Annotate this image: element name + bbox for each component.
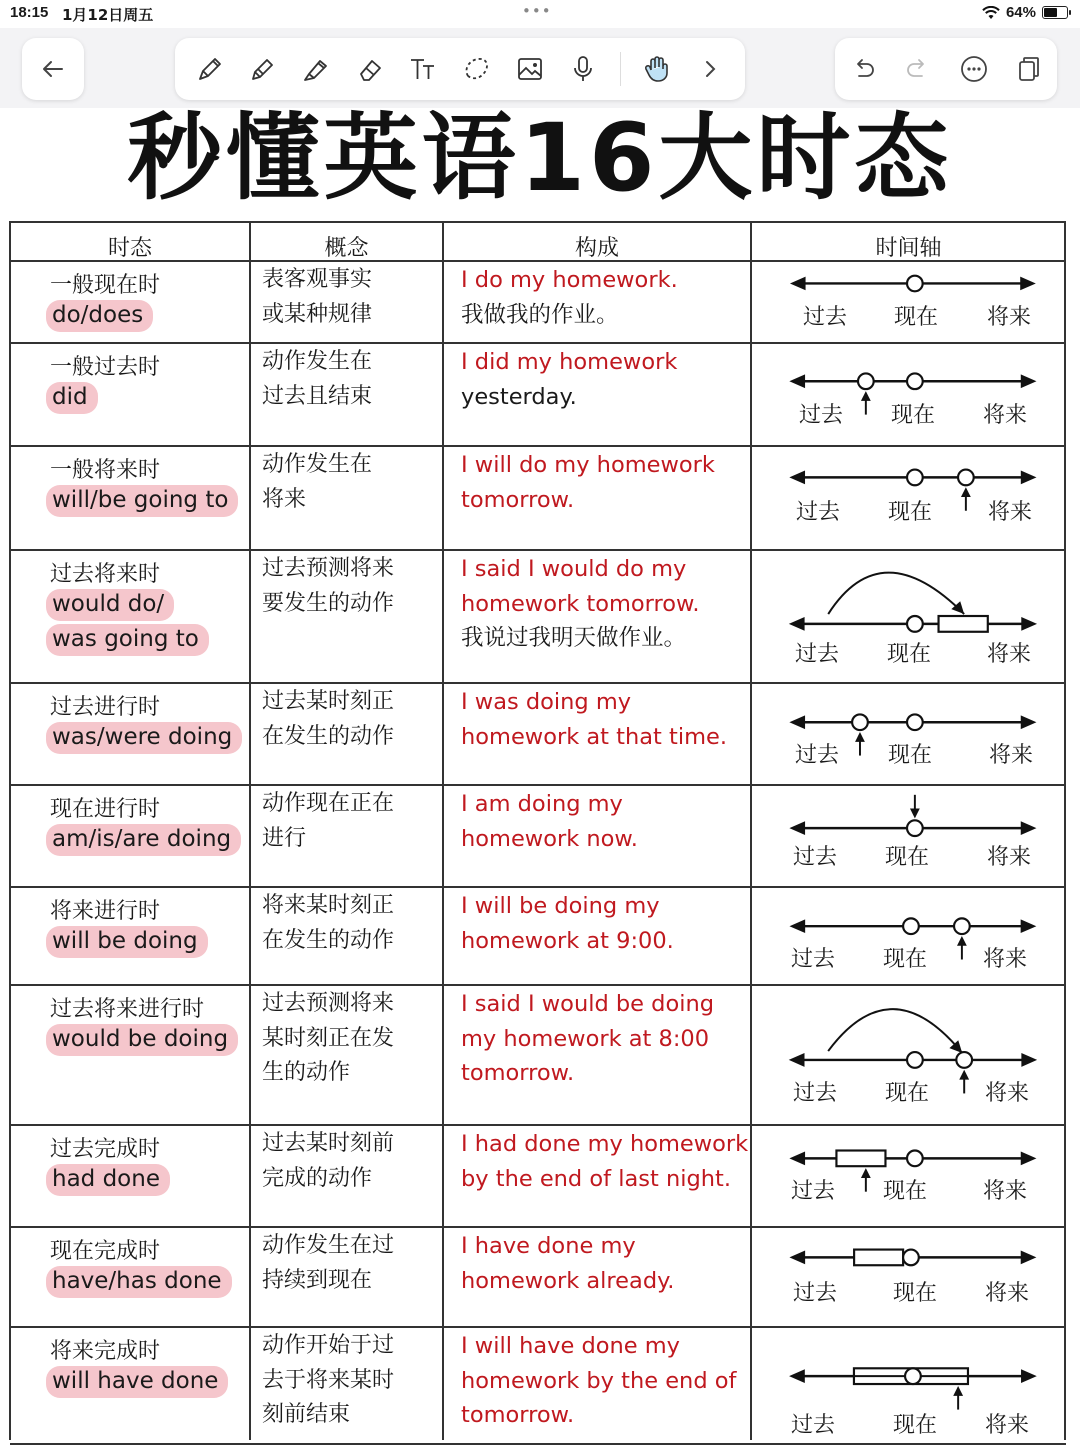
concept-line: 某时刻正在发: [262, 1025, 395, 1051]
timeline-cell: [751, 1228, 1066, 1326]
timeline-point: [954, 918, 970, 934]
timeline-point: [956, 1052, 972, 1068]
timeline-label-now: 现在: [894, 305, 939, 330]
concept-cell: [250, 447, 443, 549]
table-row: [10, 262, 1066, 344]
timeline-label-past: 过去: [793, 1081, 838, 1106]
example-sentence: homework now.: [461, 825, 638, 852]
table-row: [10, 447, 1066, 551]
example-sentence: tomorrow.: [461, 486, 575, 513]
timeline-label-past: 过去: [795, 642, 840, 667]
tense-cell: [10, 888, 250, 984]
tense-cell: [10, 344, 250, 445]
concept-cell: [250, 1328, 443, 1443]
tense-form: had done: [46, 1164, 170, 1196]
timeline-arrow-right-icon: [1021, 1151, 1037, 1165]
concept-cell: [250, 986, 443, 1124]
concept-line: 进行: [262, 825, 307, 851]
concept-line: 要发生的动作: [262, 590, 395, 616]
timeline-point: [907, 470, 923, 486]
timeline-point: [858, 373, 874, 389]
microphone-icon[interactable]: [566, 52, 600, 86]
example-sentence: homework already.: [461, 1267, 675, 1294]
timeline-cell: [751, 888, 1066, 984]
example-sentence: homework at 9:00.: [461, 927, 674, 954]
concept-cell: [250, 551, 443, 682]
timeline-arrow-right-icon: [1021, 919, 1037, 933]
concept-line: 动作发生在: [262, 349, 373, 374]
timeline-arc: [828, 573, 964, 614]
timeline-cell: [751, 684, 1066, 784]
timeline-arrow-left-icon: [789, 1369, 805, 1383]
tense-name: 一般过去时: [50, 355, 161, 380]
timeline-label-now: 现在: [893, 1281, 938, 1306]
timeline-label-future: 将来: [987, 845, 1032, 870]
eraser-icon[interactable]: [353, 52, 387, 86]
timeline-point: [905, 1368, 921, 1384]
structure-cell: [443, 262, 751, 342]
timeline-label-past: 过去: [793, 1281, 838, 1306]
timeline-point: [907, 1151, 923, 1167]
column-header: 时间轴: [875, 236, 942, 261]
concept-cell: [250, 684, 443, 784]
tense-name: 过去完成时: [50, 1137, 161, 1162]
pen-icon[interactable]: [193, 52, 227, 86]
table-row: [10, 888, 1066, 986]
arrow-up-icon: [957, 936, 967, 946]
example-sentence: tomorrow.: [461, 1402, 575, 1428]
drawing-toolbar: [175, 38, 745, 100]
timeline-label-future: 将来: [983, 947, 1028, 972]
tense-name: 现在完成时: [50, 1239, 161, 1264]
concept-line: 刻前结束: [262, 1402, 351, 1427]
timeline-point: [907, 373, 923, 389]
tense-form: was going to: [46, 624, 209, 656]
concept-cell: [250, 262, 443, 342]
status-date: 1月12日周五: [62, 6, 154, 24]
arrow-up-icon: [959, 1070, 969, 1080]
timeline-cell: [751, 986, 1066, 1124]
tense-form: am/is/are doing: [46, 824, 241, 856]
timeline-label-now: 现在: [885, 1081, 930, 1106]
timeline-label-now: 现在: [893, 1413, 938, 1438]
tense-cell: [10, 1328, 250, 1443]
tense-cell: [10, 986, 250, 1124]
table-row: [10, 1328, 1066, 1445]
timeline-label-past: 过去: [799, 403, 844, 428]
structure-cell: [443, 986, 751, 1124]
concept-line: 过去预测将来: [262, 556, 395, 581]
concept-line: 过去且结束: [262, 383, 373, 409]
concept-line: 动作现在正在: [262, 791, 395, 816]
table-row: [10, 1228, 1066, 1328]
page-title: 秒懂英语16大时态: [127, 104, 953, 213]
concept-line: 动作发生在过: [262, 1233, 395, 1258]
back-button[interactable]: [22, 38, 84, 100]
timeline-arrow-right-icon: [1021, 1369, 1037, 1383]
timeline-diagram: [751, 344, 1066, 445]
timeline-arrow-left-icon: [790, 277, 806, 291]
structure-cell: [443, 684, 751, 784]
timeline-duration-box: [854, 1250, 903, 1266]
timeline-cell: [751, 262, 1066, 342]
timeline-diagram: [751, 786, 1066, 886]
example-sentence: homework by the end of: [461, 1367, 737, 1394]
timeline-label-future: 将来: [985, 1413, 1030, 1438]
timeline-point: [907, 714, 923, 730]
tense-form: will have done: [46, 1366, 228, 1398]
structure-cell: [443, 344, 751, 445]
concept-line: 过去某时刻正: [262, 689, 395, 714]
example-sentence: I was doing my: [461, 689, 632, 715]
marker-icon[interactable]: [299, 52, 333, 86]
timeline-label-past: 过去: [791, 1179, 836, 1204]
timeline-arrow-left-icon: [789, 617, 805, 631]
table-row: [10, 344, 1066, 447]
timeline-label-future: 将来: [989, 743, 1034, 768]
header-cell: [10, 223, 250, 260]
status-right: [982, 4, 1068, 21]
concept-cell: [250, 1126, 443, 1226]
timeline-point: [907, 276, 923, 292]
example-sentence: I will have done my: [461, 1333, 680, 1359]
multitask-dots-icon[interactable]: •••: [522, 2, 552, 20]
tense-form: would be doing: [46, 1024, 238, 1056]
tense-form: have/has done: [46, 1266, 232, 1298]
timeline-arrow-right-icon: [1021, 1251, 1037, 1265]
concept-line: 将来: [262, 486, 307, 512]
timeline-label-past: 过去: [795, 743, 840, 768]
timeline-cell: [751, 786, 1066, 886]
timeline-label-now: 现在: [883, 947, 928, 972]
concept-line: 持续到现在: [262, 1267, 373, 1293]
tense-cell: [10, 1228, 250, 1326]
header-cell: [443, 223, 751, 260]
pages-icon[interactable]: [1012, 52, 1046, 86]
table-row: [10, 986, 1066, 1126]
timeline-label-now: 现在: [888, 743, 933, 768]
concept-line: 将来某时刻正: [262, 893, 395, 918]
concept-line: 动作开始于过: [262, 1333, 395, 1358]
arrow-up-icon: [855, 732, 865, 742]
timeline-arrow-left-icon: [789, 715, 805, 729]
timeline-point: [907, 616, 923, 632]
column-header: 概念: [324, 236, 369, 261]
example-sentence: homework at that time.: [461, 723, 727, 750]
tense-cell: [10, 262, 250, 342]
structure-cell: [443, 447, 751, 549]
tense-name: 过去将来进行时: [50, 997, 205, 1022]
timeline-point: [907, 1052, 923, 1068]
timeline-arrow-left-icon: [789, 1251, 805, 1265]
timeline-arrow-right-icon: [1021, 1053, 1037, 1067]
concept-line: 过去预测将来: [262, 991, 395, 1016]
timeline-arrow-left-icon: [789, 1151, 805, 1165]
concept-line: 生的动作: [262, 1060, 351, 1085]
concept-cell: [250, 344, 443, 445]
timeline-arrow-right-icon: [1021, 821, 1037, 835]
structure-cell: [443, 786, 751, 886]
tense-form: did: [46, 382, 98, 414]
concept-line: 表客观事实: [262, 267, 373, 292]
arrow-down-icon: [910, 809, 920, 819]
timeline-point: [907, 820, 923, 836]
timeline-arrow-left-icon: [789, 374, 805, 388]
column-header: 构成: [574, 236, 619, 261]
arrow-up-icon: [953, 1386, 963, 1396]
timeline-cell: [751, 447, 1066, 549]
concept-line: 完成的动作: [262, 1165, 373, 1191]
timeline-label-future: 将来: [985, 1281, 1030, 1306]
concept-cell: [250, 786, 443, 886]
battery-percent: 64%: [1005, 4, 1036, 21]
example-sentence: I will do my homework: [461, 452, 715, 478]
example-sentence: I did my homework: [461, 349, 678, 375]
structure-cell: [443, 1328, 751, 1443]
tense-cell: [10, 684, 250, 784]
hand-icon[interactable]: [640, 52, 674, 86]
concept-line: 或某种规律: [262, 301, 373, 327]
toolbar-divider: [620, 52, 621, 86]
timeline-label-past: 过去: [803, 305, 848, 330]
concept-line: 去于将来某时: [262, 1367, 395, 1393]
structure-cell: [443, 888, 751, 984]
table-row: [10, 786, 1066, 888]
undo-icon[interactable]: [846, 52, 880, 86]
tense-cell: [10, 447, 250, 549]
table-header-row: [10, 221, 1066, 262]
timeline-label-future: 将来: [987, 642, 1032, 667]
example-sentence: by the end of last night.: [461, 1165, 731, 1192]
example-sentence: yesterday.: [461, 383, 577, 410]
redo-icon[interactable]: [901, 52, 935, 86]
tense-form: do/does: [46, 300, 153, 332]
example-sentence: my homework at 8:00: [461, 1025, 710, 1052]
example-sentence: I said I would be doing: [461, 991, 715, 1017]
timeline-label-future: 将来: [988, 500, 1033, 525]
example-sentence: I am doing my: [461, 791, 623, 817]
timeline-label-future: 将来: [983, 1179, 1028, 1204]
timeline-cell: [751, 551, 1066, 682]
chevron-right-icon[interactable]: [693, 52, 727, 86]
timeline-point: [852, 714, 868, 730]
arrow-up-icon: [861, 1168, 871, 1178]
tense-form: will be doing: [46, 926, 208, 958]
timeline-duration-box: [836, 1151, 885, 1167]
timeline-label-now: 现在: [885, 845, 930, 870]
timeline-label-now: 现在: [887, 642, 932, 667]
table-row: [10, 551, 1066, 684]
timeline-arrow-right-icon: [1021, 374, 1037, 388]
timeline-arrow-left-icon: [789, 1053, 805, 1067]
timeline-point: [903, 1250, 919, 1266]
tense-name: 一般将来时: [50, 458, 161, 483]
tense-name: 将来完成时: [50, 1339, 161, 1364]
timeline-label-now: 现在: [891, 403, 936, 428]
timeline-label-past: 过去: [793, 845, 838, 870]
text-icon[interactable]: [406, 52, 440, 86]
timeline-label-past: 过去: [796, 500, 841, 525]
tense-name: 一般现在时: [50, 273, 161, 298]
concept-line: 动作发生在: [262, 452, 373, 477]
example-sentence: tomorrow.: [461, 1060, 575, 1086]
concept-line: 在发生的动作: [262, 927, 395, 953]
example-sentence: I will be doing my: [461, 893, 660, 919]
table-row: [10, 1126, 1066, 1228]
timeline-arrow-left-icon: [789, 919, 805, 933]
arrow-left-icon: [38, 54, 68, 84]
timeline-label-now: 现在: [883, 1179, 928, 1204]
concept-line: 过去某时刻前: [262, 1131, 395, 1156]
example-sentence: homework tomorrow.: [461, 590, 700, 617]
timeline-cell: [751, 344, 1066, 445]
column-header: 时态: [107, 236, 152, 261]
tense-cell: [10, 1126, 250, 1226]
timeline-arrow-right-icon: [1020, 277, 1036, 291]
wifi-icon: [982, 6, 1000, 20]
tense-cell: [10, 551, 250, 682]
tense-name: 现在进行时: [50, 797, 161, 822]
tense-form: would do/: [46, 589, 174, 621]
timeline-label-now: 现在: [888, 500, 933, 525]
timeline-label-future: 将来: [987, 305, 1032, 330]
timeline-arrow-left-icon: [789, 821, 805, 835]
timeline-arrow-left-icon: [789, 471, 805, 485]
timeline-point: [903, 918, 919, 934]
concept-cell: [250, 1228, 443, 1326]
lasso-icon[interactable]: [459, 52, 493, 86]
timeline-label-future: 将来: [983, 403, 1028, 428]
tense-name: 将来进行时: [50, 899, 161, 924]
tense-form: will/be going to: [46, 485, 238, 517]
timeline-arrow-right-icon: [1021, 471, 1037, 485]
timeline-arrow-right-icon: [1021, 617, 1037, 631]
timeline-point: [958, 470, 974, 486]
timeline-arrow-right-icon: [1021, 715, 1037, 729]
tense-cell: [10, 786, 250, 886]
status-time: 18:15: [10, 4, 49, 21]
example-sentence: I do my homework.: [461, 267, 678, 293]
tense-form: was/were doing: [46, 722, 242, 754]
status-bar: [0, 0, 1080, 28]
example-sentence: I have done my: [461, 1233, 636, 1259]
concept-line: 在发生的动作: [262, 723, 395, 749]
example-sentence: 我说过我明天做作业。: [461, 625, 687, 651]
tense-name: 过去进行时: [50, 695, 161, 720]
more-icon[interactable]: [957, 52, 991, 86]
concept-cell: [250, 888, 443, 984]
timeline-duration-box: [939, 616, 988, 632]
arrow-up-icon: [861, 391, 871, 401]
document-actions: [835, 38, 1057, 100]
example-sentence: I had done my homework: [461, 1131, 749, 1157]
table-row: [10, 684, 1066, 786]
example-sentence: I said I would do my: [461, 556, 687, 582]
timeline-arc-arrow-icon: [949, 1040, 962, 1053]
structure-cell: [443, 551, 751, 682]
timeline-arc: [828, 1009, 962, 1053]
timeline-label-future: 将来: [985, 1081, 1030, 1106]
header-cell: [250, 223, 443, 260]
tense-name: 过去将来时: [50, 562, 161, 587]
header-cell: [751, 223, 1066, 260]
timeline-cell: [751, 1328, 1066, 1443]
structure-cell: [443, 1126, 751, 1226]
battery-icon: [1042, 6, 1068, 19]
arrow-up-icon: [961, 487, 971, 497]
image-icon[interactable]: [513, 52, 547, 86]
example-sentence: 我做我的作业。: [461, 301, 619, 328]
timeline-cell: [751, 1126, 1066, 1226]
timeline-diagram: [751, 684, 1066, 784]
structure-cell: [443, 1228, 751, 1326]
pencil-icon[interactable]: [246, 52, 280, 86]
timeline-label-past: 过去: [791, 1413, 836, 1438]
timeline-label-past: 过去: [791, 947, 836, 972]
